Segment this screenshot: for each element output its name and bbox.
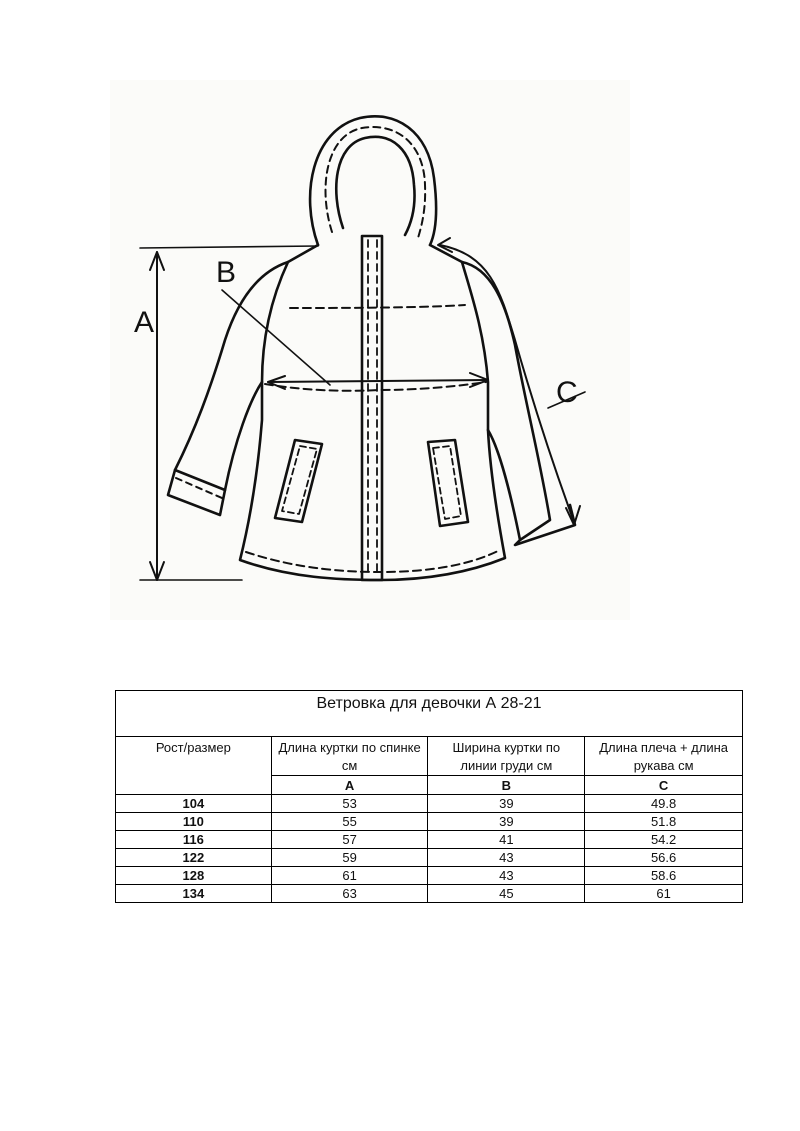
zipper-placket (362, 236, 382, 580)
value-b-cell: 43 (428, 867, 585, 885)
size-cell: 116 (116, 831, 272, 849)
dimension-label-c: C (556, 376, 578, 409)
left-cuff (168, 470, 225, 515)
table-row (116, 813, 743, 831)
header-height-size: Рост/размер (116, 737, 272, 795)
value-a-cell: 59 (271, 849, 428, 867)
hood-inner (336, 137, 414, 235)
table-row (116, 795, 743, 813)
jacket-measurement-diagram (110, 80, 630, 620)
value-b-cell: 39 (428, 813, 585, 831)
table-title-row (116, 691, 743, 737)
value-b-cell: 41 (428, 831, 585, 849)
value-c-cell: 49.8 (585, 795, 743, 813)
value-a-cell: 63 (271, 885, 428, 903)
header-back-length: Длина куртки по спинке см (271, 737, 428, 776)
size-chart-table (115, 690, 743, 903)
dimension-label-a: A (134, 306, 155, 339)
jacket-body (240, 245, 505, 580)
value-b-cell: 45 (428, 885, 585, 903)
value-c-cell: 51.8 (585, 813, 743, 831)
left-sleeve (175, 262, 288, 490)
right-cuff (515, 505, 575, 545)
dimension-b-leader (222, 290, 330, 385)
value-c-cell: 61 (585, 885, 743, 903)
dimension-b-line (268, 380, 488, 382)
size-cell: 134 (116, 885, 272, 903)
value-c-cell: 54.2 (585, 831, 743, 849)
jacket-drawing (110, 80, 630, 620)
letter-b: B (428, 776, 585, 795)
value-a-cell: 55 (271, 813, 428, 831)
header-shoulder-sleeve-length: Длина плеча + длина рукава см (585, 737, 743, 776)
header-chest-width: Ширина куртки по линии груди см (428, 737, 585, 776)
table-row (116, 849, 743, 867)
value-c-cell: 58.6 (585, 867, 743, 885)
value-a-cell: 61 (271, 867, 428, 885)
value-a-cell: 57 (271, 831, 428, 849)
size-cell: 122 (116, 849, 272, 867)
size-cell: 110 (116, 813, 272, 831)
table-title: Ветровка для девочки А 28-21 (116, 691, 743, 737)
value-b-cell: 39 (428, 795, 585, 813)
value-a-cell: 53 (271, 795, 428, 813)
table-row (116, 885, 743, 903)
dimension-label-b: B (216, 256, 237, 289)
letter-c: C (585, 776, 743, 795)
table-header-row (116, 737, 743, 776)
size-cell: 104 (116, 795, 272, 813)
table-row (116, 867, 743, 885)
size-cell: 128 (116, 867, 272, 885)
letter-a: A (271, 776, 428, 795)
value-b-cell: 43 (428, 849, 585, 867)
value-c-cell: 56.6 (585, 849, 743, 867)
table-row (116, 831, 743, 849)
